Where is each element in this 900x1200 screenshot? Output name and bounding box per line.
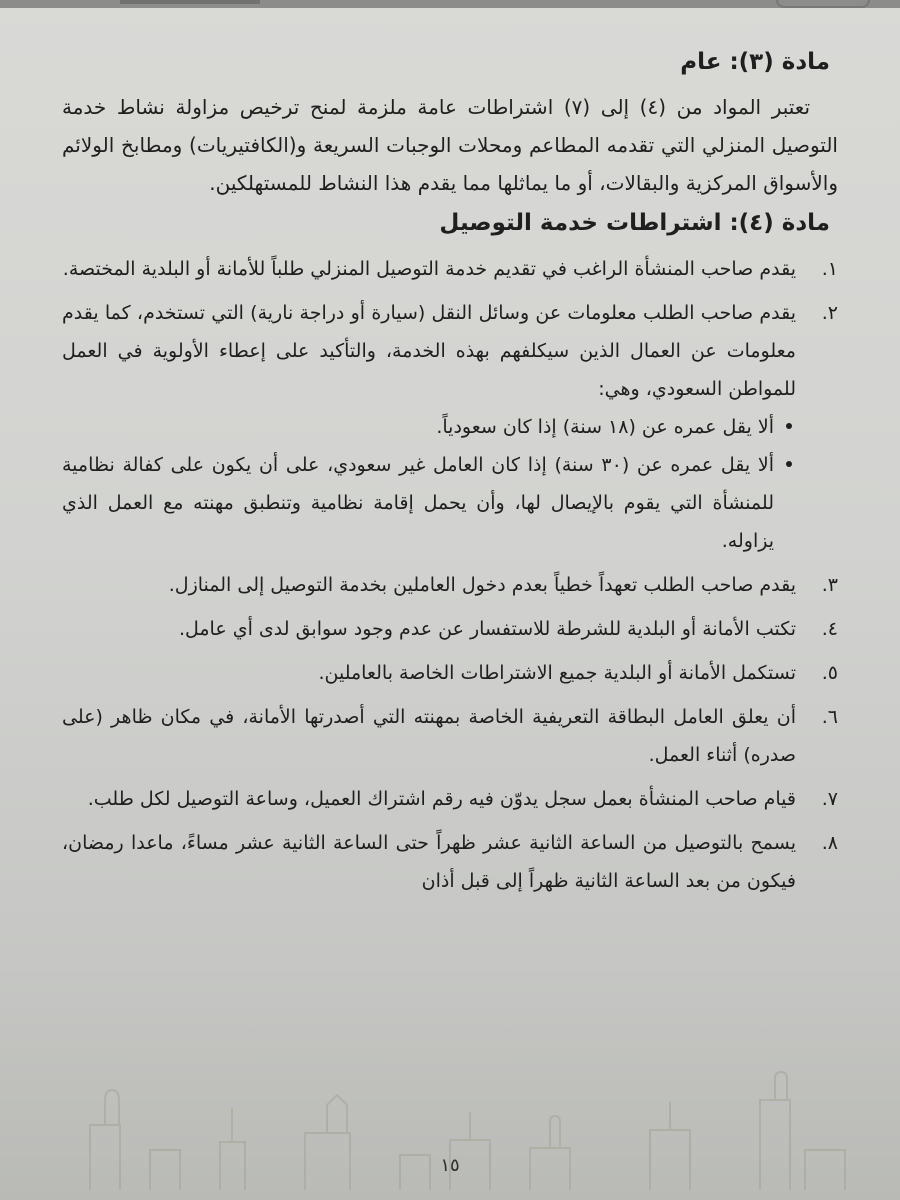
list-item-number: ١. bbox=[821, 258, 838, 280]
worker-condition-bullets bbox=[62, 408, 796, 560]
list-item-text: أن يعلق العامل البطاقة التعريفية الخاصة بمهنته التي أصدرتها الأمانة، في مكان ظاهر (على صدره) أثناء العمل. bbox=[62, 706, 796, 766]
list-item bbox=[62, 654, 838, 692]
list-item bbox=[62, 610, 838, 648]
list-item-text: يقدم صاحب الطلب معلومات عن وسائل النقل (سيارة أو دراجة نارية) التي تستخدم، كما يقدم معلومات عن العمال الذين سيكلفهم بهذه الخدمة، والتأكيد على إعطاء الأولوية في العمل للمواطن السعودي، وهي: bbox=[62, 302, 796, 400]
list-item-number: ٤. bbox=[821, 618, 838, 640]
page-number: ١٥ bbox=[440, 1155, 460, 1176]
list-item bbox=[62, 824, 838, 900]
list-item-text: تكتب الأمانة أو البلدية للشرطة للاستفسار عن عدم وجود سوابق لدى أي عامل. bbox=[178, 618, 796, 640]
list-item bbox=[62, 566, 838, 604]
list-item-number: ٦. bbox=[821, 706, 838, 728]
list-item-number: ٣. bbox=[821, 574, 838, 596]
list-item-text: تستكمل الأمانة أو البلدية جميع الاشتراطات الخاصة بالعاملين. bbox=[318, 662, 796, 684]
article-3-paragraph: تعتبر المواد من (٤) إلى (٧) اشتراطات عامة ملزمة لمنح ترخيص مزاولة نشاط خدمة التوصيل المنزلي التي تقدمه المطاعم ومحلات الوجبات السريعة و(الكافتيريات) ومطابخ الولائم والأسواق المركزية والبقالات، أو ما يماثلها مما يقدم هذا النشاط للمستهلكين. bbox=[62, 95, 838, 195]
bullet-item: ألا يقل عمره عن (١٨ سنة) إذا كان سعودياً. bbox=[62, 408, 796, 446]
list-item-text: يسمح بالتوصيل من الساعة الثانية عشر ظهراً حتى الساعة الثانية عشر مساءً، ماعدا رمضان، فيكون من بعد الساعة الثانية ظهراً إلى قبل أذان bbox=[62, 832, 796, 892]
list-item-text: يقدم صاحب الطلب تعهداً خطياً بعدم دخول العاملين بخدمة التوصيل إلى المنازل. bbox=[168, 574, 796, 596]
list-item-number: ٨. bbox=[821, 832, 838, 854]
article-3-title: مادة (٣): عام bbox=[680, 49, 830, 75]
header-logo-emblem bbox=[776, 0, 870, 8]
requirements-list bbox=[62, 250, 838, 900]
list-item-text: قيام صاحب المنشأة بعمل سجل يدوّن فيه رقم اشتراك العميل، وساعة التوصيل لكل طلب. bbox=[87, 788, 796, 810]
list-item-number: ٢. bbox=[821, 302, 838, 324]
document-content bbox=[62, 44, 838, 906]
article-4-title: مادة (٤): اشتراطات خدمة التوصيل bbox=[439, 210, 830, 236]
header-logo-text bbox=[120, 0, 260, 4]
list-item bbox=[62, 250, 838, 288]
list-item-number: ٥. bbox=[821, 662, 838, 684]
bullet-item: ألا يقل عمره عن (٣٠ سنة) إذا كان العامل غير سعودي، على أن يكون على كفالة نظامية للمنشأة التي يقوم بالإيصال لها، وأن يحمل إقامة نظامية وتنطبق مهنته مع العمل الذي يزاوله. bbox=[62, 446, 796, 560]
list-item bbox=[62, 294, 838, 560]
list-item bbox=[62, 780, 838, 818]
list-item bbox=[62, 698, 838, 774]
list-item-number: ٧. bbox=[821, 788, 838, 810]
list-item-text: يقدم صاحب المنشأة الراغب في تقديم خدمة التوصيل المنزلي طلباً للأمانة أو البلدية المختصة. bbox=[62, 258, 796, 280]
